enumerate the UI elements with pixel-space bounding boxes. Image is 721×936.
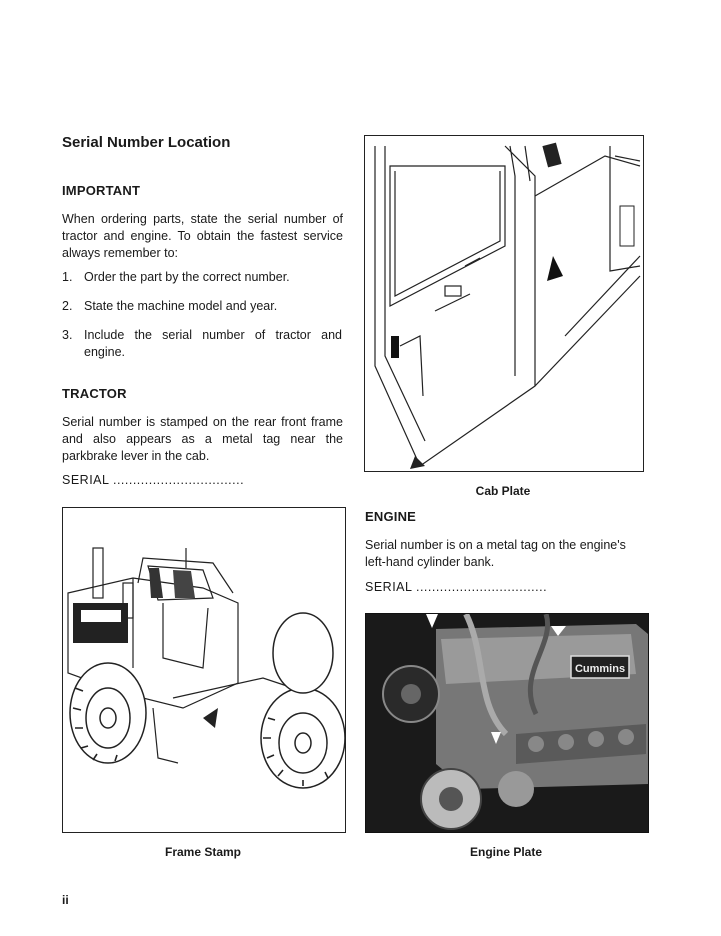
list-item — [62, 327, 343, 363]
tractor-serial-field: SERIAL ................................. — [62, 473, 245, 487]
list-item-number: 1. — [62, 270, 73, 284]
engine-text: Serial number is on a metal tag on the engine's left-hand cylinder bank. — [365, 538, 626, 569]
list-item-number: 2. — [62, 299, 73, 313]
cab-plate-figure — [364, 135, 644, 472]
list-item-text: Order the part by the correct number. — [84, 270, 290, 284]
important-heading: IMPORTANT — [62, 183, 141, 198]
list-item-text: State the machine model and year. — [84, 299, 278, 313]
cab-plate-caption: Cab Plate — [475, 484, 531, 498]
important-intro: When ordering parts, state the serial number of tractor and engine. To obtain the fastest service always remember to: — [62, 212, 343, 260]
page-title: Serial Number Location — [62, 134, 231, 151]
list-item — [62, 298, 343, 316]
cab-door-illustration — [365, 136, 643, 471]
frame-stamp-figure — [62, 507, 346, 833]
engine-photo — [366, 614, 648, 832]
engine-plate-caption: Engine Plate — [469, 845, 543, 859]
tractor-illustration — [63, 508, 345, 832]
tractor-heading: TRACTOR — [62, 386, 127, 401]
list-item-text: Include the serial number of tractor and engine. — [84, 328, 342, 359]
frame-stamp-caption: Frame Stamp — [164, 845, 242, 859]
engine-logo-text: Cummins — [574, 663, 626, 675]
engine-serial-field: SERIAL ................................. — [365, 580, 548, 594]
engine-heading: ENGINE — [365, 509, 417, 524]
list-item — [62, 269, 343, 287]
engine-plate-figure — [365, 613, 649, 833]
tractor-text: Serial number is stamped on the rear front frame and also appears as a metal tag near the parkbrake lever in the cab. — [62, 415, 343, 463]
page-number: ii — [62, 893, 69, 907]
list-item-number: 3. — [62, 328, 73, 342]
